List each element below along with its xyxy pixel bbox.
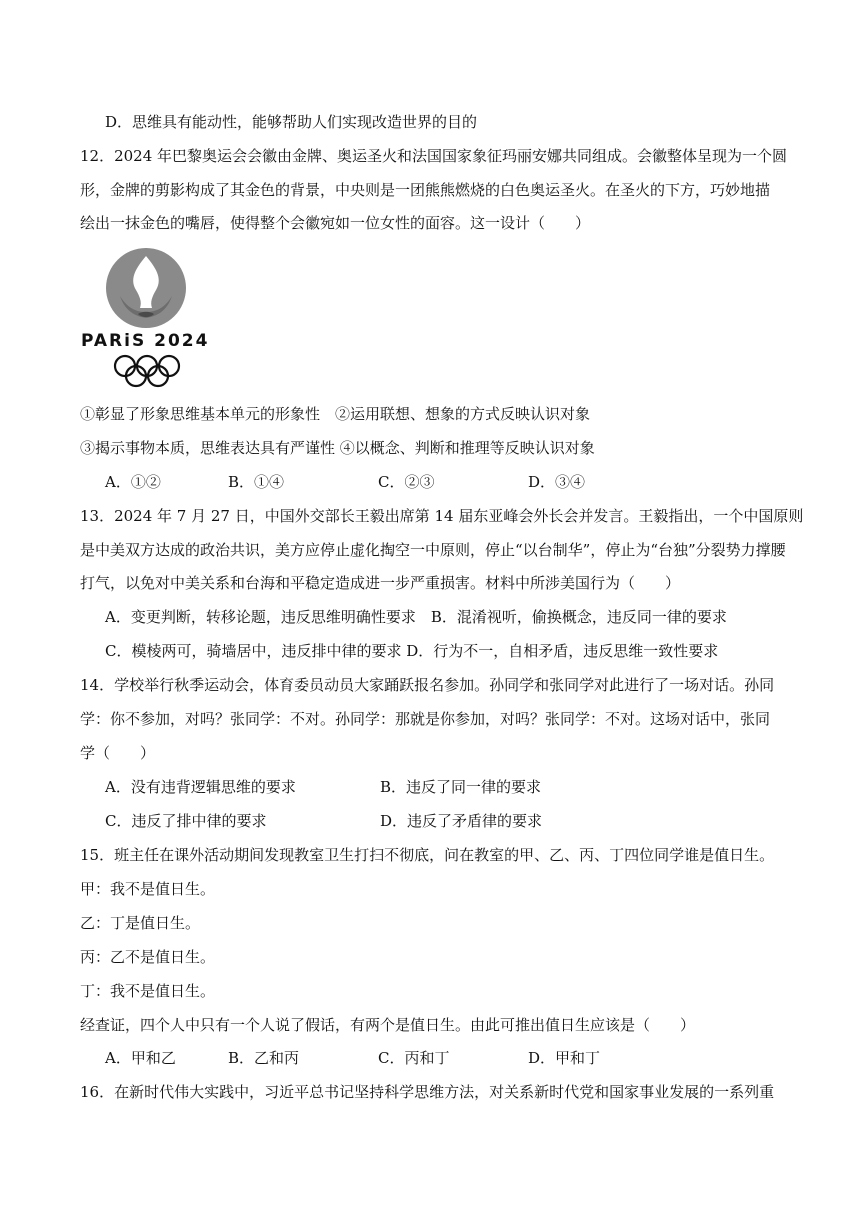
q14-text-line: 学：你不参加，对吗？张同学：不对。孙同学：那就是你参加，对吗？张同学：不对。这场对话中，张同 [80,710,771,728]
q12-option-b: B．①④ [228,473,285,491]
q14-option-c: C．违反了排中律的要求 [105,812,267,830]
q14-option-a: A．没有违背逻辑思维的要求 [105,778,296,796]
q15-option-c: C．丙和丁 [378,1049,450,1067]
q15-option-b: B．乙和丙 [228,1049,300,1067]
q15-text-line: 经查证，四个人中只有一个人说了假话，有两个是值日生。由此可推出值日生应该是（ ） [80,1016,696,1034]
q15-option-a: A．甲和乙 [105,1049,176,1067]
q15-text-line: 15．班主任在课外活动期间发现教室卫生打扫不彻底，问在教室的甲、乙、丙、丁四位同学谁是值日生。 [80,846,775,864]
q15-statement: 丙：乙不是值日生。 [80,948,216,966]
q12-option-d: D．③④ [528,473,586,491]
q12-text-line: 12．2024 年巴黎奥运会会徽由金牌、奥运圣火和法国国家象征玛丽安娜共同组成。会徽整体呈现为一个圆 [80,147,788,165]
q14-option-b: B．违反了同一律的要求 [380,778,542,796]
q15-statement: 甲：我不是值日生。 [80,880,216,898]
q13-options-line: C．模棱两可，骑墙居中，违反排中律的要求 D．行为不一，自相矛盾，违反思维一致性要求 [105,642,719,660]
q12-option-a: A．①② [105,473,161,491]
q12-statement: ①彰显了形象思维基本单元的形象性 ②运用联想、想象的方式反映认识对象 [80,405,591,423]
olympic-rings-icon [115,356,179,386]
q13-text-line: 打气，以免对中美关系和台海和平稳定造成进一步严重损害。材料中所涉美国行为（ ） [80,574,681,592]
q12-text-line: 形，金牌的剪影构成了其金色的背景，中央则是一团熊熊燃烧的白色奥运圣火。在圣火的下方，巧妙地描 [80,181,771,199]
q12-text-line: 绘出一抹金色的嘴唇，使得整个会徽宛如一位女性的面容。这一设计（ ） [80,214,591,232]
q12-option-c: C．②③ [378,473,435,491]
q15-statement: 乙：丁是值日生。 [80,914,201,932]
paris-2024-logo-image [80,246,215,391]
q14-text-line: 学（ ） [80,744,156,762]
logo-text: PARiS 2024 [81,331,210,351]
q15-statement: 丁：我不是值日生。 [80,982,216,1000]
q14-text-line: 14．学校举行秋季运动会，体育委员动员大家踊跃报名参加。孙同学和张同学对此进行了一场对话。孙同 [80,676,775,694]
q15-option-d: D．甲和丁 [528,1049,601,1067]
q12-statement: ③揭示事物本质，思维表达具有严谨性 ④以概念、判断和推理等反映认识对象 [80,439,595,457]
q13-text-line: 13．2024 年 7 月 27 日，中国外交部长王毅出席第 14 届东亚峰会外长会并发言。王毅指出，一个中国原则 [80,507,804,525]
q14-option-d: D．违反了矛盾律的要求 [380,812,543,830]
prev-option-d: D．思维具有能动性，能够帮助人们实现改造世界的目的 [105,113,478,131]
q13-text-line: 是中美双方达成的政治共识，美方应停止虚化掏空一中原则，停止“以台制华”，停止为“台独”分裂势力撑腰 [80,541,786,559]
q16-text-line: 16．在新时代伟大实践中，习近平总书记坚持科学思维方法，对关系新时代党和国家事业发展的一系列重 [80,1083,775,1101]
q13-options-line: A．变更判断，转移论题，违反思维明确性要求 B．混淆视听，偷换概念，违反同一律的要求 [105,608,727,626]
